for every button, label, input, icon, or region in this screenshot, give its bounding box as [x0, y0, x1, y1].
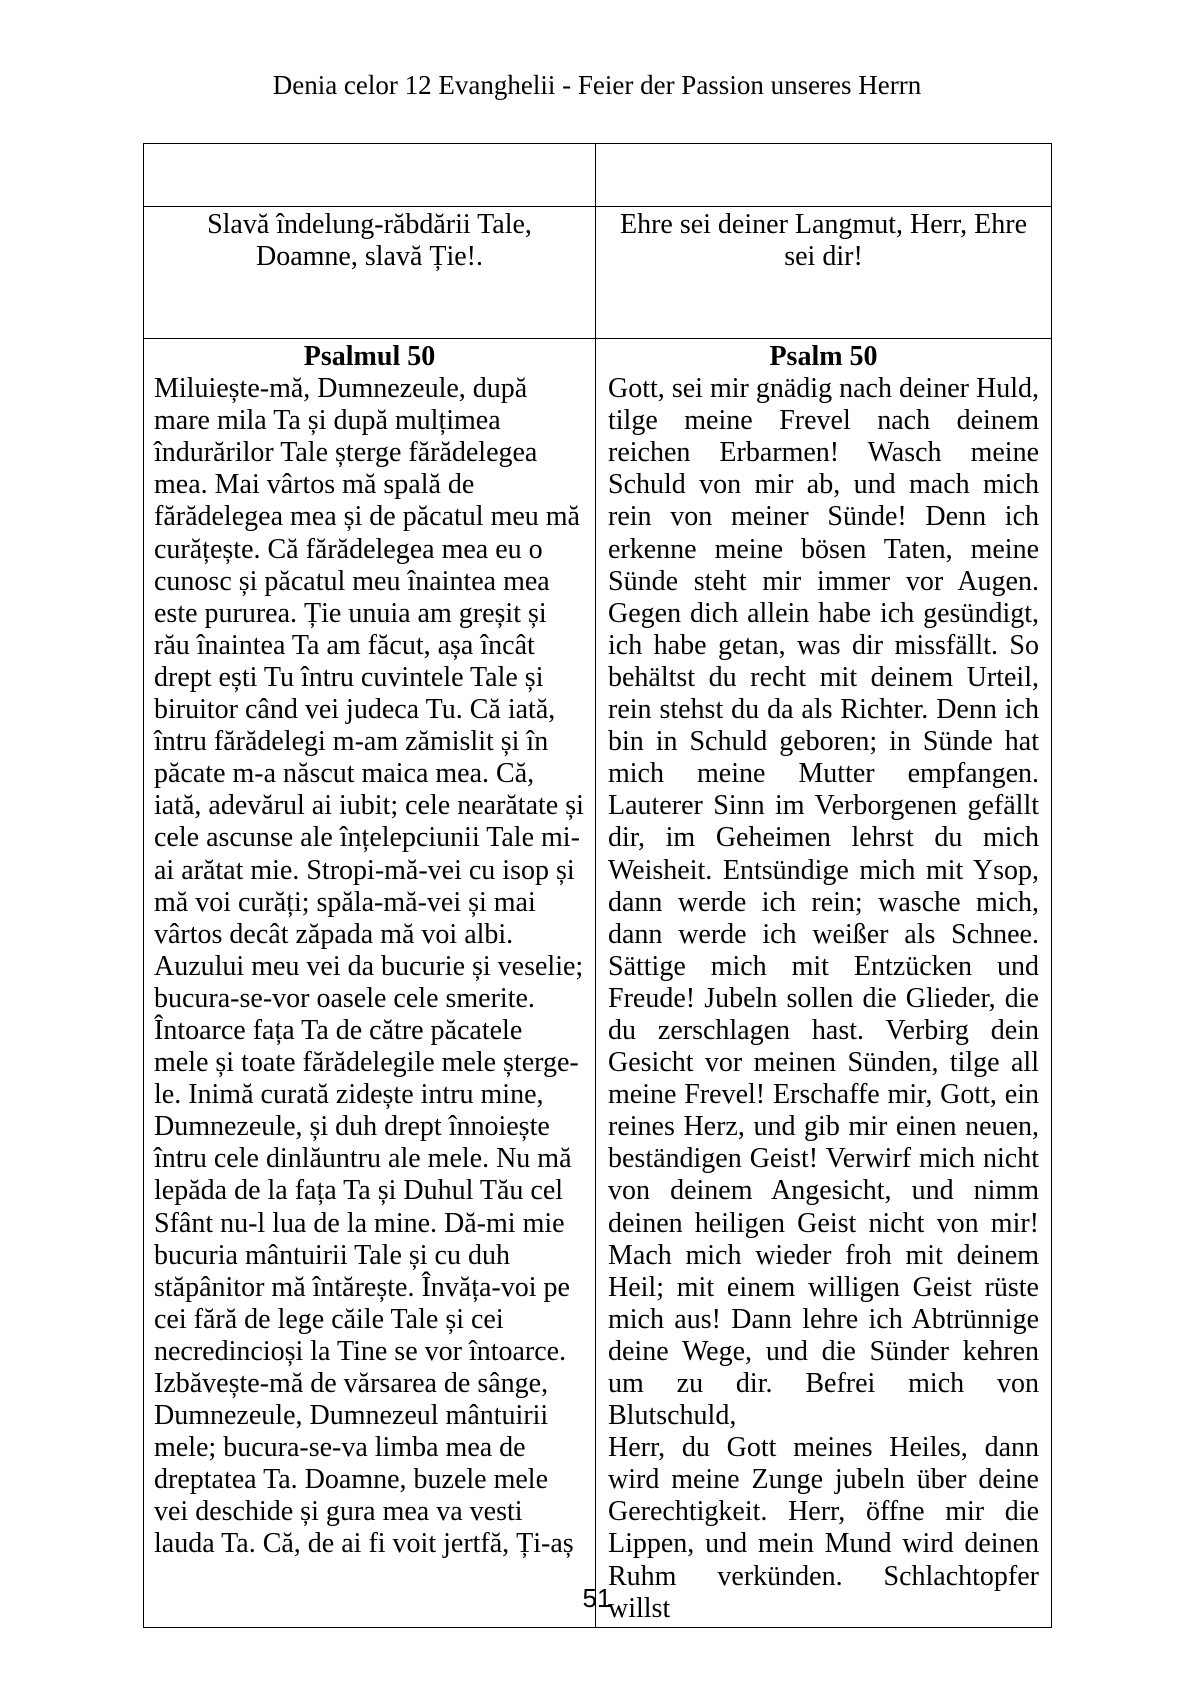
text-line: Dumnezeule, Dumnezeul mântuirii — [154, 1400, 549, 1432]
text-line: rău înaintea Ta am făcut, așa încât — [154, 629, 535, 661]
text-line: drept ești Tu întru cuvintele Tale și — [154, 661, 544, 693]
text-line: Gesicht vor meinen Sünden, tilge all — [608, 1047, 1039, 1079]
text-line: iată, adevărul ai iubit; cele nearătate și — [154, 790, 584, 822]
text-line: von deinem Angesicht, und nimm — [608, 1175, 1039, 1207]
text-line: sei dir! — [784, 241, 863, 273]
text-line: Ehre sei deiner Langmut, Herr, Ehre — [619, 209, 1028, 240]
psalm-title-romanian: Psalmul 50 — [303, 341, 436, 372]
text-line: mă voi curăți; spăla-mă-vei și mai — [154, 886, 536, 918]
text-line: reichen Erbarmen! Wasch meine — [608, 437, 1039, 469]
text-line: rein stehst du da als Richter. Denn ich — [608, 694, 1039, 726]
psalm-text-romanian — [154, 373, 585, 1560]
text-line: mich meine Mutter empfangen. — [608, 758, 1039, 790]
text-line: Lauterer Sinn im Verborgenen gefällt — [608, 790, 1039, 822]
text-line: bucuria mântuirii Tale și cu duh — [154, 1239, 510, 1271]
text-line: curățește. Că fărădelegea mea eu o — [154, 533, 543, 565]
text-line: cei fără de lege căile Tale și cei — [154, 1303, 504, 1335]
text-line: Heil; mit einem willigen Geist rüste — [608, 1271, 1039, 1303]
text-line: Gegen dich allein habe ich gesündigt, — [608, 597, 1039, 629]
text-line: Schuld von mir ab, und mach mich — [608, 469, 1039, 501]
text-line: le. Inimă curată zidește intru mine, — [154, 1079, 544, 1111]
psalm-cell-romanian — [144, 339, 596, 1628]
text-line: întru cele dinlăuntru ale mele. Nu mă — [154, 1143, 572, 1175]
text-line: dann werde ich rein; wasche mich, — [608, 886, 1039, 918]
text-line: îndurărilor Tale șterge fărădelegea — [154, 437, 538, 469]
page-number: 51 — [582, 1583, 612, 1613]
text-line: Auzului meu vei da bucurie și veselie; — [154, 950, 584, 982]
text-line: bin in Schuld geboren; in Sünde hat — [608, 726, 1039, 758]
text-line: vârtos decât zăpada mă voi albi. — [154, 918, 514, 950]
text-line: dann werde ich weißer als Schnee. — [608, 918, 1039, 950]
text-line: păcate m-a născut maica mea. Că, — [154, 758, 535, 790]
text-line: ich habe getan, was dir missfällt. So — [608, 629, 1039, 661]
psalm-cell-german — [596, 339, 1052, 1628]
text-line: dreptatea Ta. Doamne, buzele mele — [154, 1464, 548, 1496]
text-line: biruitor când vei judeca Tu. Că iată, — [154, 694, 556, 726]
text-line: Lippen, und mein Mund wird deinen — [608, 1528, 1039, 1560]
text-line: Herr, du Gott meines Heiles, dann — [608, 1432, 1039, 1464]
text-line: mele și toate fărădelegile mele șterge- — [154, 1047, 579, 1079]
text-line: fărădelegea mea și de păcatul meu mă — [154, 501, 580, 533]
text-line: tilge meine Frevel nach deinem — [608, 405, 1039, 437]
text-line: Sfânt nu-l lua de la mine. Dă-mi mie — [154, 1207, 565, 1239]
psalm-title-german: Psalm 50 — [769, 341, 878, 372]
psalm-text-german — [608, 373, 1039, 1625]
text-line: du zerschlagen hast. Verbirg dein — [608, 1014, 1039, 1046]
text-line: necredincioși la Tine se vor întoarce. — [154, 1335, 567, 1367]
text-line: Gott, sei mir gnädig nach deiner Huld, — [608, 373, 1039, 405]
text-line: stăpânitor mă întărește. Învăța-voi pe — [154, 1271, 570, 1303]
text-line: Freude! Jubeln sollen die Glieder, die — [608, 982, 1039, 1014]
text-line: Sättige mich mit Entzücken und — [608, 950, 1039, 982]
text-line: um zu dir. Befrei mich von Blutschuld, — [608, 1368, 1039, 1432]
text-line: rein von meiner Sünde! Denn ich — [608, 501, 1039, 533]
text-line: Weisheit. Entsündige mich mit Ysop, — [608, 854, 1039, 886]
glory-cell-german — [596, 207, 1052, 339]
text-line: erkenne meine bösen Taten, meine — [608, 533, 1039, 565]
table-row-psalm — [144, 339, 1052, 1628]
text-line: dir, im Geheimen lehrst du mich — [608, 822, 1039, 854]
text-line: întru fărădelegi m-am zămislit și în — [154, 726, 549, 758]
text-line: deinen heiligen Geist nicht von mir! — [608, 1207, 1039, 1239]
text-line: Gerechtigkeit. Herr, öffne mir die — [608, 1496, 1039, 1528]
text-line: beständigen Geist! Verwirf mich nicht — [608, 1143, 1039, 1175]
text-line: Sünde steht mir immer vor Augen. — [608, 565, 1039, 597]
glory-cell-romanian — [144, 207, 596, 339]
text-line: Mach mich wieder froh mit deinem — [608, 1239, 1039, 1271]
glory-text-german — [596, 207, 1051, 275]
text-line: mare mila Ta și după mulțimea — [154, 405, 501, 437]
page-header-title: Denia celor 12 Evanghelii - Feier der Passion unseres Herrn — [272, 70, 922, 100]
text-line: deine Wege, und die Sünder kehren — [608, 1335, 1039, 1367]
glory-text-romanian — [144, 207, 595, 275]
table-row-glory — [144, 207, 1052, 339]
text-line: mele; bucura-se-va limba mea de — [154, 1432, 526, 1464]
text-line: wird meine Zunge jubeln über deine — [608, 1464, 1039, 1496]
text-line: Slavă îndelung-răbdării Tale, — [207, 209, 532, 240]
text-line: mea. Mai vârtos mă spală de — [154, 469, 475, 501]
text-line: vei deschide și gura mea va vesti — [154, 1496, 523, 1528]
text-line: este pururea. Ție unuia am greșit și — [154, 597, 547, 629]
text-line: Doamne, slavă Ție!. — [255, 241, 484, 273]
text-line: mich aus! Dann lehre ich Abtrünnige — [608, 1303, 1039, 1335]
text-line: cele ascunse ale înțelepciunii Tale mi- — [154, 822, 580, 854]
text-line: Întoarce fața Ta de către păcatele — [154, 1014, 523, 1046]
text-line: ai arătat mie. Stropi-mă-vei cu isop și — [154, 854, 575, 886]
blank-cell-romanian — [144, 144, 596, 207]
text-line: bucura-se-vor oasele cele smerite. — [154, 982, 535, 1014]
text-line: cunosc și păcatul meu înaintea mea — [154, 565, 550, 597]
text-line: meine Frevel! Erschaffe mir, Gott, ein — [608, 1079, 1039, 1111]
text-line: Miluiește-mă, Dumnezeule, după — [154, 373, 528, 405]
text-line: Ruhm verkünden. Schlachtopfer willst — [608, 1560, 1039, 1624]
psalm-table — [143, 143, 1052, 1628]
text-line: behältst du recht mit deinem Urteil, — [608, 661, 1039, 693]
text-line: Izbăvește-mă de vărsarea de sânge, — [154, 1368, 549, 1399]
blank-cell-german — [596, 144, 1052, 207]
text-line: lauda Ta. Că, de ai fi voit jertfă, Ți-aș — [154, 1528, 574, 1560]
text-line: lepăda de la fața Ta și Duhul Tău cel — [154, 1175, 564, 1207]
text-line: Dumnezeule, și duh drept înnoiește — [154, 1111, 550, 1143]
text-line: reines Herz, und gib mir einen neuen, — [608, 1111, 1039, 1143]
table-row-blank — [144, 144, 1052, 207]
